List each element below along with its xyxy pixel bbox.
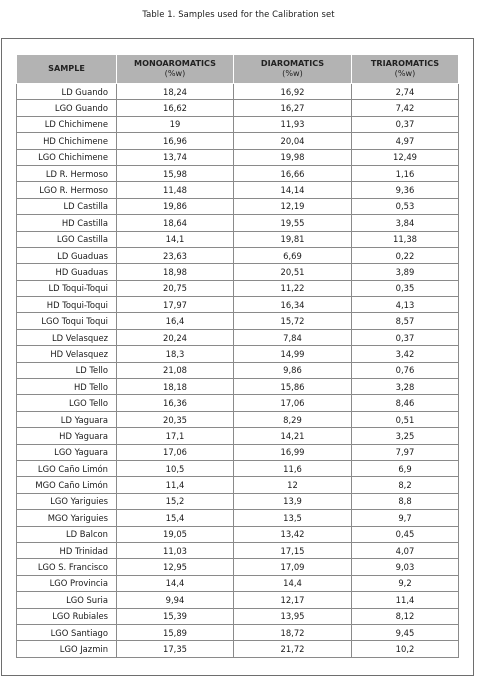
cell-triaromatics: 9,7 bbox=[352, 510, 459, 526]
cell-triaromatics: 11,4 bbox=[352, 592, 459, 608]
cell-monoaromatics: 20,75 bbox=[117, 280, 234, 296]
cell-sample: LGO Santiago bbox=[17, 624, 117, 640]
cell-sample: LD R. Hermoso bbox=[17, 165, 117, 181]
table-row bbox=[17, 215, 459, 231]
cell-sample: LGO Jazmin bbox=[17, 641, 117, 657]
header-unit: (%w) bbox=[164, 68, 186, 78]
table-row bbox=[17, 84, 459, 100]
table-row bbox=[17, 231, 459, 247]
cell-diaromatics: 14,21 bbox=[234, 428, 352, 444]
cell-sample: HD Castilla bbox=[17, 215, 117, 231]
cell-sample: HD Guaduas bbox=[17, 264, 117, 280]
table-row bbox=[17, 624, 459, 640]
cell-monoaromatics: 11,4 bbox=[117, 477, 234, 493]
cell-monoaromatics: 18,24 bbox=[117, 84, 234, 100]
cell-sample: HD Tello bbox=[17, 379, 117, 395]
table-row bbox=[17, 641, 459, 657]
cell-sample: LGO Chichimene bbox=[17, 149, 117, 165]
table-row bbox=[17, 444, 459, 460]
cell-sample: MGO Caño Limón bbox=[17, 477, 117, 493]
table-row bbox=[17, 526, 459, 542]
samples-table bbox=[16, 54, 459, 658]
cell-sample: LD Tello bbox=[17, 362, 117, 378]
cell-triaromatics: 9,45 bbox=[352, 624, 459, 640]
table-row bbox=[17, 608, 459, 624]
cell-diaromatics: 18,72 bbox=[234, 624, 352, 640]
cell-triaromatics: 0,37 bbox=[352, 116, 459, 132]
cell-diaromatics: 21,72 bbox=[234, 641, 352, 657]
cell-monoaromatics: 17,97 bbox=[117, 297, 234, 313]
cell-triaromatics: 7,97 bbox=[352, 444, 459, 460]
cell-diaromatics: 13,5 bbox=[234, 510, 352, 526]
cell-triaromatics: 3,89 bbox=[352, 264, 459, 280]
cell-monoaromatics: 19 bbox=[117, 116, 234, 132]
cell-triaromatics: 11,38 bbox=[352, 231, 459, 247]
table-row bbox=[17, 510, 459, 526]
cell-monoaromatics: 21,08 bbox=[117, 362, 234, 378]
cell-monoaromatics: 15,4 bbox=[117, 510, 234, 526]
table-row bbox=[17, 575, 459, 591]
cell-diaromatics: 16,34 bbox=[234, 297, 352, 313]
cell-diaromatics: 19,81 bbox=[234, 231, 352, 247]
cell-diaromatics: 12 bbox=[234, 477, 352, 493]
cell-diaromatics: 16,66 bbox=[234, 165, 352, 181]
cell-sample: LD Castilla bbox=[17, 198, 117, 214]
cell-triaromatics: 3,28 bbox=[352, 379, 459, 395]
header-label: SAMPLE bbox=[48, 63, 85, 74]
table-row bbox=[17, 346, 459, 362]
cell-monoaromatics: 15,98 bbox=[117, 165, 234, 181]
table-row bbox=[17, 379, 459, 395]
cell-monoaromatics: 15,89 bbox=[117, 624, 234, 640]
cell-diaromatics: 6,69 bbox=[234, 247, 352, 263]
cell-triaromatics: 12,49 bbox=[352, 149, 459, 165]
cell-sample: HD Trinidad bbox=[17, 542, 117, 558]
table-row bbox=[17, 411, 459, 427]
cell-diaromatics: 15,86 bbox=[234, 379, 352, 395]
cell-monoaromatics: 16,4 bbox=[117, 313, 234, 329]
cell-monoaromatics: 17,35 bbox=[117, 641, 234, 657]
cell-sample: LGO R. Hermoso bbox=[17, 182, 117, 198]
cell-monoaromatics: 19,05 bbox=[117, 526, 234, 542]
cell-sample: LD Guando bbox=[17, 84, 117, 100]
cell-triaromatics: 4,13 bbox=[352, 297, 459, 313]
cell-monoaromatics: 19,86 bbox=[117, 198, 234, 214]
table-row bbox=[17, 428, 459, 444]
table-row bbox=[17, 542, 459, 558]
cell-diaromatics: 13,9 bbox=[234, 493, 352, 509]
cell-monoaromatics: 12,95 bbox=[117, 559, 234, 575]
table-row bbox=[17, 297, 459, 313]
cell-diaromatics: 12,19 bbox=[234, 198, 352, 214]
cell-monoaromatics: 23,63 bbox=[117, 247, 234, 263]
cell-diaromatics: 14,4 bbox=[234, 575, 352, 591]
cell-triaromatics: 9,03 bbox=[352, 559, 459, 575]
cell-triaromatics: 9,36 bbox=[352, 182, 459, 198]
cell-sample: LGO Yariguies bbox=[17, 493, 117, 509]
cell-monoaromatics: 18,98 bbox=[117, 264, 234, 280]
cell-triaromatics: 4,97 bbox=[352, 133, 459, 149]
cell-diaromatics: 8,29 bbox=[234, 411, 352, 427]
cell-sample: HD Velasquez bbox=[17, 346, 117, 362]
cell-triaromatics: 0,45 bbox=[352, 526, 459, 542]
cell-sample: HD Toqui-Toqui bbox=[17, 297, 117, 313]
table-row bbox=[17, 264, 459, 280]
cell-diaromatics: 7,84 bbox=[234, 329, 352, 345]
cell-diaromatics: 17,09 bbox=[234, 559, 352, 575]
table-row bbox=[17, 182, 459, 198]
cell-monoaromatics: 9,94 bbox=[117, 592, 234, 608]
cell-triaromatics: 0,51 bbox=[352, 411, 459, 427]
cell-sample: HD Chichimene bbox=[17, 133, 117, 149]
header-monoaromatics bbox=[117, 55, 234, 84]
cell-triaromatics: 4,07 bbox=[352, 542, 459, 558]
header-unit: (%w) bbox=[282, 68, 303, 78]
table-row bbox=[17, 165, 459, 181]
cell-sample: LD Guaduas bbox=[17, 247, 117, 263]
table-row bbox=[17, 559, 459, 575]
cell-triaromatics: 3,42 bbox=[352, 346, 459, 362]
cell-monoaromatics: 15,39 bbox=[117, 608, 234, 624]
table-row bbox=[17, 133, 459, 149]
cell-sample: LGO Caño Limón bbox=[17, 460, 117, 476]
table-row bbox=[17, 395, 459, 411]
cell-sample: LGO Guando bbox=[17, 100, 117, 116]
cell-monoaromatics: 11,48 bbox=[117, 182, 234, 198]
cell-sample: LGO Rubiales bbox=[17, 608, 117, 624]
table-body bbox=[17, 84, 459, 658]
cell-diaromatics: 14,99 bbox=[234, 346, 352, 362]
header-label: TRIAROMATICS bbox=[370, 58, 440, 69]
cell-monoaromatics: 20,24 bbox=[117, 329, 234, 345]
cell-diaromatics: 13,42 bbox=[234, 526, 352, 542]
cell-sample: LGO Toqui Toqui bbox=[17, 313, 117, 329]
header-label: MONOAROMATICS bbox=[134, 58, 216, 69]
table-row bbox=[17, 198, 459, 214]
cell-sample: LGO Suria bbox=[17, 592, 117, 608]
cell-sample: LGO Yaguara bbox=[17, 444, 117, 460]
table-row bbox=[17, 149, 459, 165]
cell-monoaromatics: 17,1 bbox=[117, 428, 234, 444]
cell-triaromatics: 0,22 bbox=[352, 247, 459, 263]
cell-triaromatics: 0,37 bbox=[352, 329, 459, 345]
table-row bbox=[17, 493, 459, 509]
cell-triaromatics: 8,2 bbox=[352, 477, 459, 493]
cell-triaromatics: 1,16 bbox=[352, 165, 459, 181]
cell-sample: LD Toqui-Toqui bbox=[17, 280, 117, 296]
table-caption: Table 1. Samples used for the Calibration set bbox=[142, 9, 335, 19]
cell-triaromatics: 0,53 bbox=[352, 198, 459, 214]
cell-diaromatics: 19,55 bbox=[234, 215, 352, 231]
cell-monoaromatics: 15,2 bbox=[117, 493, 234, 509]
cell-monoaromatics: 20,35 bbox=[117, 411, 234, 427]
cell-diaromatics: 17,15 bbox=[234, 542, 352, 558]
cell-triaromatics: 7,42 bbox=[352, 100, 459, 116]
header-row bbox=[17, 55, 459, 84]
cell-monoaromatics: 17,06 bbox=[117, 444, 234, 460]
cell-monoaromatics: 16,62 bbox=[117, 100, 234, 116]
cell-triaromatics: 2,74 bbox=[352, 84, 459, 100]
cell-diaromatics: 12,17 bbox=[234, 592, 352, 608]
cell-diaromatics: 13,95 bbox=[234, 608, 352, 624]
cell-sample: LD Yaguara bbox=[17, 411, 117, 427]
cell-triaromatics: 8,12 bbox=[352, 608, 459, 624]
cell-diaromatics: 11,6 bbox=[234, 460, 352, 476]
cell-triaromatics: 9,2 bbox=[352, 575, 459, 591]
cell-sample: LD Velasquez bbox=[17, 329, 117, 345]
cell-sample: LGO Tello bbox=[17, 395, 117, 411]
cell-diaromatics: 20,51 bbox=[234, 264, 352, 280]
cell-triaromatics: 8,57 bbox=[352, 313, 459, 329]
table-header bbox=[17, 55, 459, 84]
cell-monoaromatics: 18,64 bbox=[117, 215, 234, 231]
cell-diaromatics: 9,86 bbox=[234, 362, 352, 378]
table-row bbox=[17, 116, 459, 132]
table-row bbox=[17, 460, 459, 476]
cell-diaromatics: 16,92 bbox=[234, 84, 352, 100]
cell-monoaromatics: 16,36 bbox=[117, 395, 234, 411]
cell-diaromatics: 15,72 bbox=[234, 313, 352, 329]
cell-monoaromatics: 18,3 bbox=[117, 346, 234, 362]
cell-sample: LGO Castilla bbox=[17, 231, 117, 247]
table-row bbox=[17, 313, 459, 329]
cell-monoaromatics: 14,1 bbox=[117, 231, 234, 247]
cell-diaromatics: 16,99 bbox=[234, 444, 352, 460]
cell-diaromatics: 17,06 bbox=[234, 395, 352, 411]
cell-diaromatics: 20,04 bbox=[234, 133, 352, 149]
cell-sample: LD Balcon bbox=[17, 526, 117, 542]
cell-monoaromatics: 18,18 bbox=[117, 379, 234, 395]
header-label: DIAROMATICS bbox=[260, 58, 325, 69]
cell-sample: HD Yaguara bbox=[17, 428, 117, 444]
cell-monoaromatics: 14,4 bbox=[117, 575, 234, 591]
cell-triaromatics: 0,76 bbox=[352, 362, 459, 378]
header-sample bbox=[17, 55, 117, 84]
cell-sample: LGO S. Francisco bbox=[17, 559, 117, 575]
cell-diaromatics: 16,27 bbox=[234, 100, 352, 116]
table-row bbox=[17, 280, 459, 296]
cell-monoaromatics: 10,5 bbox=[117, 460, 234, 476]
cell-triaromatics: 6,9 bbox=[352, 460, 459, 476]
cell-triaromatics: 3,25 bbox=[352, 428, 459, 444]
table-row bbox=[17, 100, 459, 116]
cell-sample: MGO Yariguies bbox=[17, 510, 117, 526]
table-row bbox=[17, 592, 459, 608]
cell-triaromatics: 8,46 bbox=[352, 395, 459, 411]
cell-monoaromatics: 13,74 bbox=[117, 149, 234, 165]
header-diaromatics bbox=[234, 55, 352, 84]
table-row bbox=[17, 362, 459, 378]
table-row bbox=[17, 329, 459, 345]
header-triaromatics bbox=[352, 55, 459, 84]
table-row bbox=[17, 247, 459, 263]
cell-sample: LD Chichimene bbox=[17, 116, 117, 132]
cell-diaromatics: 11,93 bbox=[234, 116, 352, 132]
table-row bbox=[17, 477, 459, 493]
cell-triaromatics: 3,84 bbox=[352, 215, 459, 231]
cell-triaromatics: 8,8 bbox=[352, 493, 459, 509]
cell-monoaromatics: 16,96 bbox=[117, 133, 234, 149]
cell-triaromatics: 0,35 bbox=[352, 280, 459, 296]
cell-diaromatics: 19,98 bbox=[234, 149, 352, 165]
cell-triaromatics: 10,2 bbox=[352, 641, 459, 657]
cell-diaromatics: 11,22 bbox=[234, 280, 352, 296]
header-unit: (%w) bbox=[394, 68, 416, 78]
cell-diaromatics: 14,14 bbox=[234, 182, 352, 198]
cell-monoaromatics: 11,03 bbox=[117, 542, 234, 558]
cell-sample: LGO Provincia bbox=[17, 575, 117, 591]
